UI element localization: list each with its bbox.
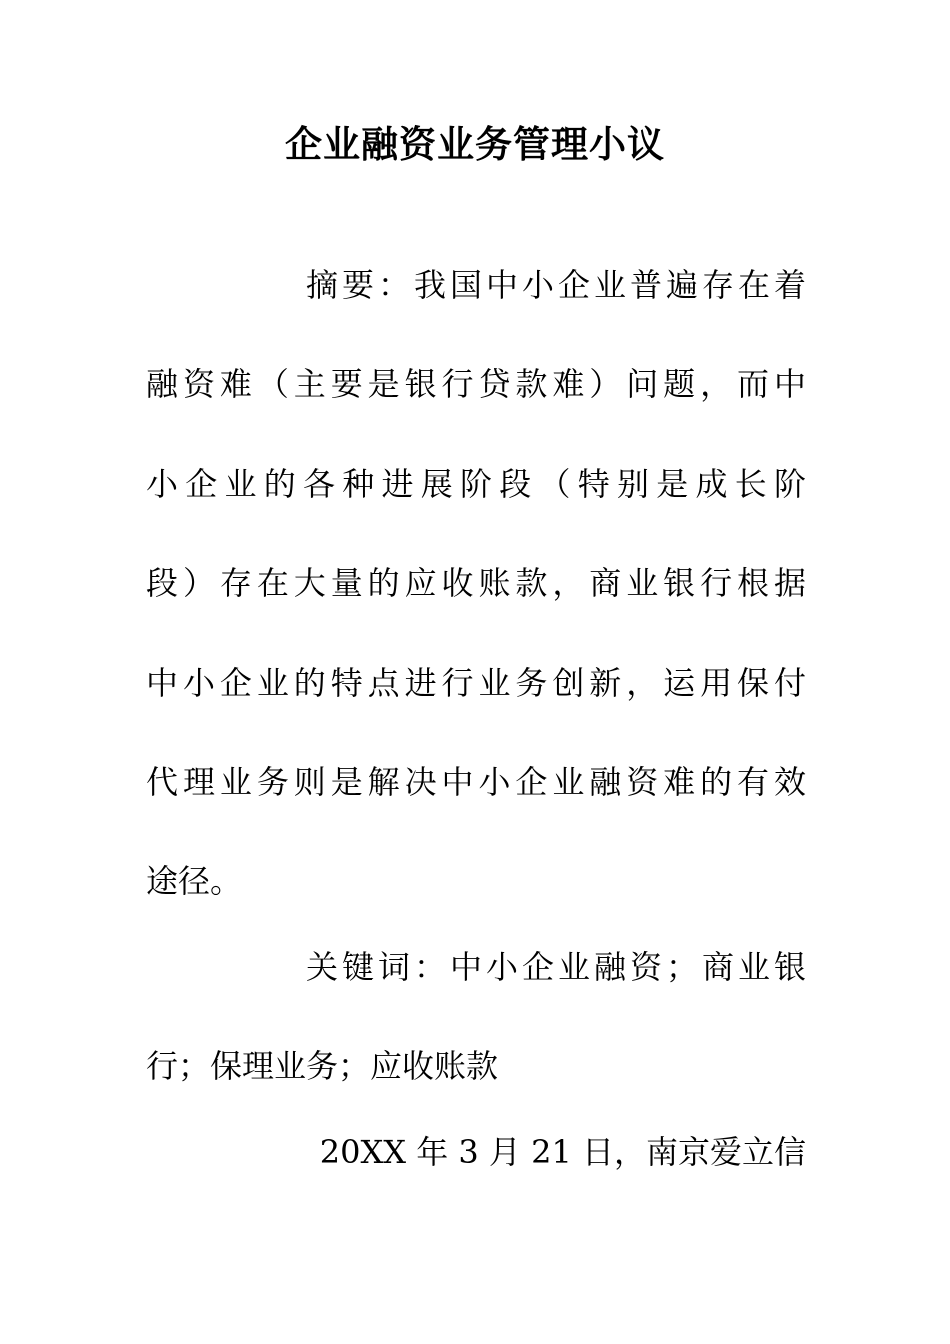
abstract-line-5: 中小企业的特点进行业务创新，运用保付 (146, 664, 806, 702)
date-line: 20XX 年 3 月 21 日，南京爱立信 (319, 1133, 806, 1171)
abstract-line-1: 摘要：我国中小企业普遍存在着 (306, 266, 806, 304)
abstract-line-7: 途径。 (146, 862, 243, 900)
keywords-line-2: 行；保理业务；应收账款 (146, 1047, 499, 1085)
keywords-line-1: 关键词：中小企业融资；商业银 (306, 948, 806, 986)
abstract-line-3: 小企业的各种进展阶段（特别是成长阶 (146, 465, 806, 503)
abstract-line-2: 融资难（主要是银行贷款难）问题，而中 (146, 365, 806, 403)
abstract-line-6: 代理业务则是解决中小企业融资难的有效 (146, 763, 806, 801)
document-title: 企业融资业务管理小议 (285, 122, 665, 166)
abstract-line-4: 段）存在大量的应收账款，商业银行根据 (146, 564, 806, 602)
